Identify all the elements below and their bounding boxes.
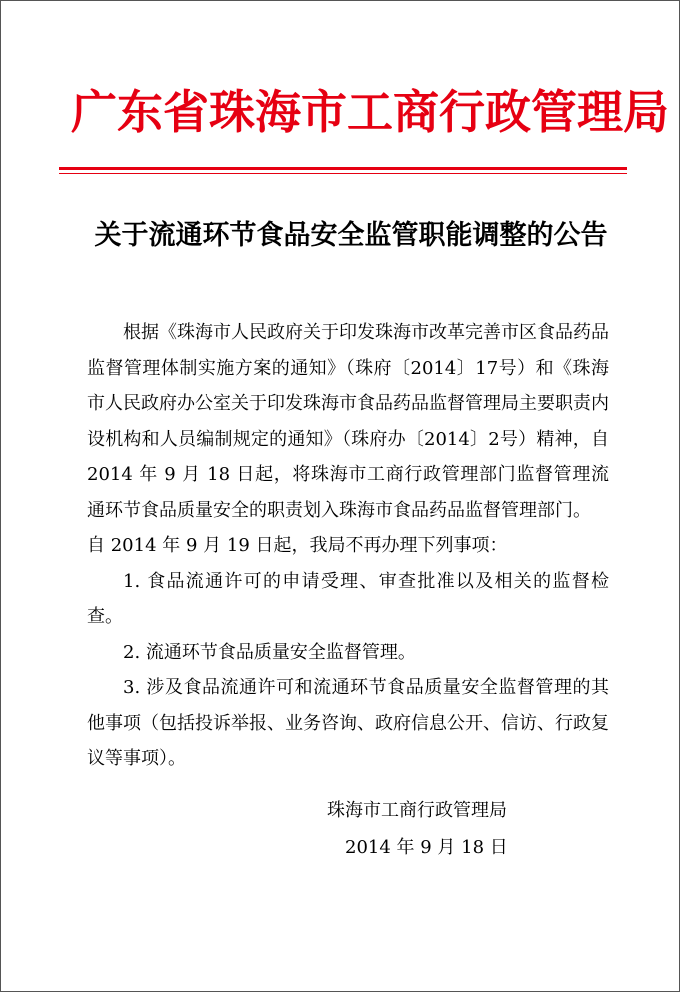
notice-title: 关于流通环节食品安全监管职能调整的公告 (94, 220, 608, 251)
masthead-title: 广东省珠海市工商行政管理局 (71, 85, 669, 139)
list-item: 3. 涉及食品流通许可和流通环节食品质量安全监督管理的其他事项（包括投诉举报、业务咨询、政府信息公开、信访、行政复议等事项）。 (87, 677, 609, 769)
list-item: 1. 食品流通许可的申请受理、审查批准以及相关的监督检查。 (87, 570, 609, 627)
masthead-rule-thick (59, 167, 627, 170)
list-item: 2. 流通环节食品质量安全监督管理。 (123, 641, 416, 663)
signature-date: 2014 年 9 月 18 日 (345, 837, 508, 858)
paragraph-intro: 自 2014 年 9 月 19 日起，我局不再办理下列事项： (87, 535, 508, 556)
masthead-rule-thin (59, 173, 627, 174)
notice-body (87, 315, 609, 777)
paragraph-main: 根据《珠海市人民政府关于印发珠海市改革完善市区食品药品监督管理体制实施方案的通知》（珠府〔2014〕17号）和《珠海市人民政府办公室关于印发珠海市食品药品监督管理局主要职责内设机构和人员编制规定的通知》（珠府办〔2014〕2号）精神，自 2014 年 9 月 18 日起，将珠海市工商行政管理部门监督管理流通环节食品质量安全的职责划入珠海市食品药品监督管理部门。 (87, 322, 609, 521)
signature-organization: 珠海市工商行政管理局 (327, 800, 507, 821)
